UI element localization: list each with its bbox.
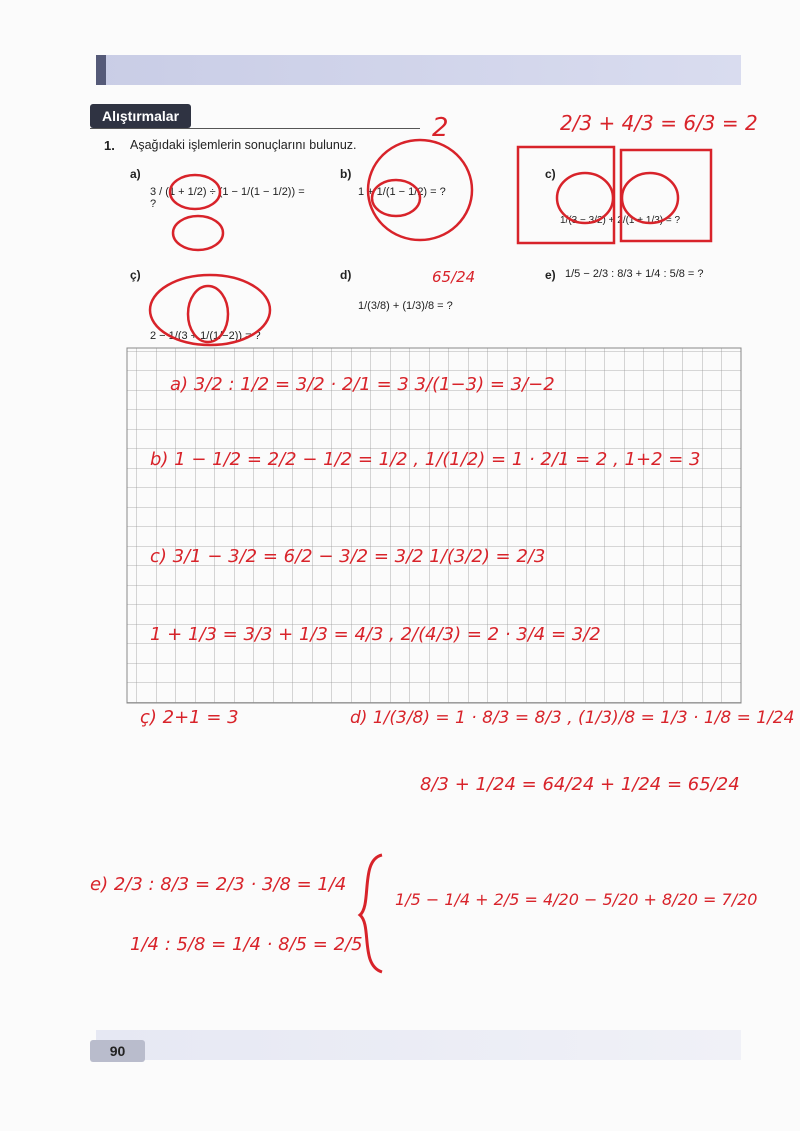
brace-e xyxy=(360,855,382,972)
question-number: 1. xyxy=(104,138,115,153)
problem-a-label: a) xyxy=(130,167,141,181)
hw-b-work: b) 1 − 1/2 = 2/2 − 1/2 = 1/2 , 1/(1/2) = 1 · 2/1 = 2 , 1+2 = 3 xyxy=(150,449,701,470)
hw-c-work-2: 1 + 1/3 = 3/3 + 1/3 = 4/3 , 2/(4/3) = 2 · 3/4 = 3/2 xyxy=(150,624,601,645)
problem-e-label: e) xyxy=(545,268,556,282)
problem-c-label: c) xyxy=(545,167,556,181)
problem-e-expression: 1/5 − 2/3 : 8/3 + 1/4 : 5/8 = ? xyxy=(565,268,704,280)
hw-c-work-1: c) 3/1 − 3/2 = 6/2 − 3/2 = 3/2 1/(3/2) = 2/3 xyxy=(150,546,546,567)
hw-d-answer: 65/24 xyxy=(432,268,476,286)
circle-a-bottom xyxy=(173,216,223,250)
hw-top-note: 2/3 + 4/3 = 6/3 = 2 xyxy=(560,111,758,135)
footer-band xyxy=(96,1030,741,1060)
circle-c2-inner xyxy=(188,286,228,342)
grid-paper xyxy=(127,348,741,703)
page-number: 90 xyxy=(90,1040,145,1062)
hw-e-work-3: 1/5 − 1/4 + 2/5 = 4/20 − 5/20 + 8/20 = 7/20 xyxy=(395,890,758,909)
circle-a-top xyxy=(170,175,220,209)
problem-a-expression: 3 / (1 + 1/2) ÷ (1 − 1/(1 − 1/2)) = ? xyxy=(150,186,305,210)
problem-c-expression: 1/(3 − 3/2) + 2/(1 + 1/3) = ? xyxy=(560,215,681,226)
hw-a-work: a) 3/2 : 1/2 = 3/2 · 2/1 = 3 3/(1−3) = 3/−2 xyxy=(170,374,555,395)
circle-b-outer xyxy=(368,140,472,240)
box-c-left xyxy=(518,147,614,243)
hw-d-work-2: 8/3 + 1/24 = 64/24 + 1/24 = 65/24 xyxy=(420,774,740,795)
problem-d-expression: 1/(3/8) + (1/3)/8 = ? xyxy=(358,300,453,312)
problem-c2-label: ç) xyxy=(130,268,141,282)
hw-e-work-1: e) 2/3 : 8/3 = 2/3 · 3/8 = 1/4 xyxy=(90,874,347,895)
problem-b-label: b) xyxy=(340,167,352,181)
circle-c-right xyxy=(622,173,678,223)
problem-d-label: d) xyxy=(340,268,352,282)
problem-b-expression: 1 + 1/(1 − 1/2) = ? xyxy=(358,186,446,198)
problem-c2-expression: 2 − 1/(3 + 1/(1/−2)) = ? xyxy=(150,330,261,342)
hw-e-work-2: 1/4 : 5/8 = 1/4 · 8/5 = 2/5 xyxy=(130,934,363,955)
section-title: Alıştırmalar xyxy=(90,104,191,128)
hw-c2-work: ç) 2+1 = 3 xyxy=(140,707,239,728)
box-c-right xyxy=(621,150,711,241)
circle-c-left xyxy=(557,173,613,223)
hw-d-work-1: d) 1/(3/8) = 1 · 8/3 = 8/3 , (1/3)/8 = 1/3 · 1/8 = 1/24 xyxy=(350,708,795,728)
question-text: Aşağıdaki işlemlerin sonuçlarını bulunuz. xyxy=(130,138,357,152)
hw-b-result: 2 xyxy=(432,113,449,143)
circle-b-inner xyxy=(372,180,420,216)
